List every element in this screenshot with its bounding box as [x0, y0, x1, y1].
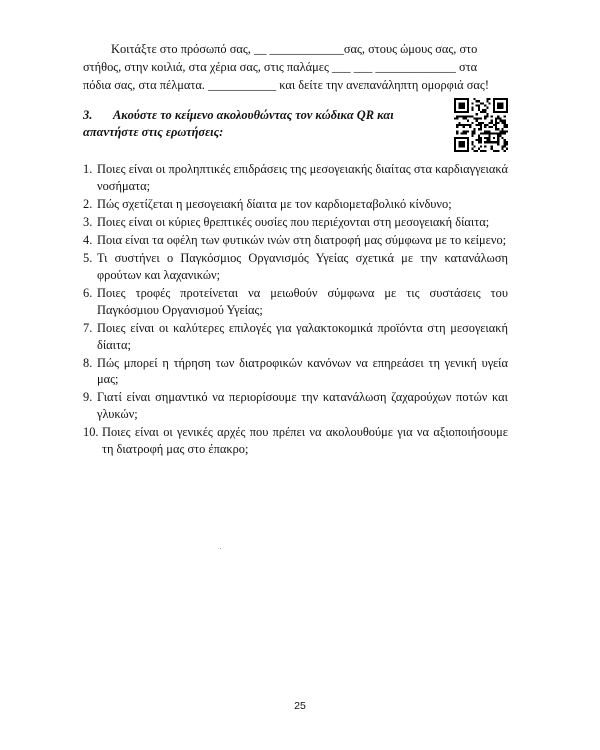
- section-heading: [83, 107, 453, 141]
- question-number: 8.: [83, 355, 93, 370]
- question-item: [83, 214, 508, 231]
- question-text: Ποιες τροφές προτείνεται να μειωθούν σύμφωνα με τις συστάσεις του Παγκόσμιου Οργανισμού Υγείας;: [97, 286, 508, 317]
- intro-line-1: Κοιτάξτε στο πρόσωπό σας, __ ____________σας, στους ώμους σας, στο: [111, 42, 478, 56]
- stray-mark: [220, 548, 221, 549]
- page-number: 25: [294, 700, 306, 712]
- question-item: [83, 424, 508, 457]
- question-text: Ποιες είναι οι προληπτικές επιδράσεις της μεσογειακής διαίτας στα καρδιαγγειακά νοσήματα;: [97, 162, 508, 193]
- section-number: 3.: [83, 108, 93, 122]
- question-text: Ποιες είναι οι καλύτερες επιλογές για γαλακτοκομικά προϊόντα στη μεσογειακή δίαιτα;: [97, 320, 508, 352]
- question-item: [83, 250, 508, 283]
- qr-code-icon[interactable]: [454, 98, 508, 152]
- question-number: 10.: [83, 425, 99, 440]
- question-text: Ποιες είναι οι κύριες θρεπτικές ουσίες που περιέχονται στη μεσογειακή δίαιτα;: [97, 214, 490, 229]
- question-text: Ποια είναι τα οφέλη των φυτικών ινών στη διατροφή μας σύμφωνα με το κείμενο;: [97, 233, 507, 248]
- question-item: [83, 161, 508, 194]
- question-item: [83, 355, 508, 388]
- question-text: Ποιες είναι οι γενικές αρχές που πρέπει να ακολουθούμε για να αξιοποιήσουμε τη διατροφή μας στο έπακρο;: [102, 425, 508, 456]
- question-list: [83, 161, 508, 459]
- question-text: Πώς μπορεί η τήρηση των διατροφικών κανόνων να επηρεάσει τη γενική υγεία μας;: [97, 355, 508, 387]
- question-item: [83, 389, 508, 422]
- question-item: [83, 196, 508, 213]
- question-number: 1.: [83, 162, 93, 176]
- question-text: Τι συστήνει ο Παγκόσμιος Οργανισμός Υγείας σχετικά με την κατανάλωση φρούτων και λαχανικών;: [97, 251, 508, 282]
- question-item: [83, 285, 508, 318]
- section-title-line-1: Ακούστε το κείμενο ακολουθώντας τον κώδικα QR και: [113, 108, 394, 122]
- question-number: 4.: [83, 233, 93, 248]
- question-text: Γιατί είναι σημαντικό να περιορίσουμε την κατανάλωση ζαχαρούχων ποτών και γλυκών;: [97, 390, 508, 422]
- section-title-line-2: απαντήστε στις ερωτήσεις:: [83, 125, 224, 139]
- question-number: 3.: [83, 214, 93, 229]
- question-number: 6.: [83, 286, 93, 301]
- intro-paragraph: [83, 40, 508, 94]
- question-number: 7.: [83, 320, 93, 335]
- question-item: [83, 232, 508, 249]
- question-number: 5.: [83, 251, 93, 266]
- question-item: [83, 320, 508, 353]
- question-number: 9.: [83, 390, 93, 405]
- intro-line-3: πόδια σας, στα πέλματα. ___________ και δείτε την ανεπανάληπτη ομορφιά σας!: [83, 78, 489, 92]
- intro-line-2: στήθος, στην κοιλιά, στα χέρια σας, στις παλάμες ___ ___ _____________ στα: [83, 60, 478, 74]
- question-text: Πώς σχετίζεται η μεσογειακή δίαιτα με τον καρδιομεταβολικό κίνδυνο;: [97, 196, 452, 211]
- question-number: 2.: [83, 196, 93, 211]
